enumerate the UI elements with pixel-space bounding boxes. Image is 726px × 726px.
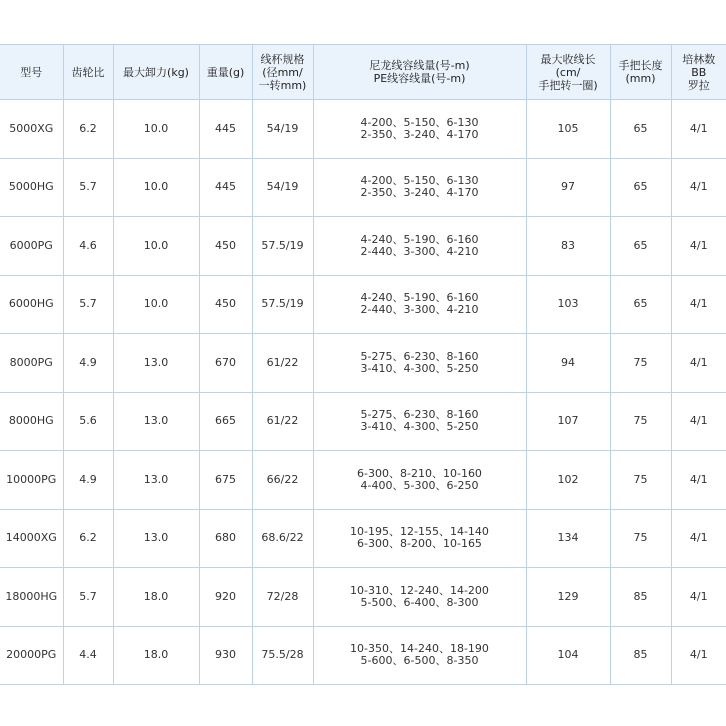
cell-gear-ratio: 4.4 <box>63 626 113 685</box>
cell-gear-ratio: 5.7 <box>63 275 113 334</box>
cell-line-capacity <box>313 217 526 276</box>
cell-gear-ratio: 4.9 <box>63 334 113 393</box>
cell-spool-spec: 54/19 <box>252 100 313 159</box>
cell-gear-ratio: 6.2 <box>63 100 113 159</box>
header-model <box>0 45 63 100</box>
header-text: 型号 <box>20 65 43 79</box>
cell-spool-spec: 57.5/19 <box>252 217 313 276</box>
cell-bearings: 4/1 <box>671 100 726 159</box>
table-row <box>0 100 726 159</box>
header-text: PE线容线量(号-m) <box>373 72 466 85</box>
header-text: 线杯规格 <box>260 52 305 66</box>
table-body <box>0 100 726 685</box>
header-gear-ratio <box>63 45 113 100</box>
table-row <box>0 509 726 568</box>
capacity-line: 5-275、6-230、8-160 <box>360 408 479 422</box>
cell-gear-ratio: 4.9 <box>63 451 113 510</box>
cell-spool-spec: 72/28 <box>252 568 313 627</box>
cell-max-drag: 13.0 <box>113 392 199 451</box>
cell-line-capacity <box>313 626 526 685</box>
cell-weight: 670 <box>199 334 252 393</box>
cell-line-capacity <box>313 568 526 627</box>
cell-bearings: 4/1 <box>671 392 726 451</box>
capacity-line: 4-400、5-300、6-250 <box>360 478 479 492</box>
cell-max-retrieve: 104 <box>526 626 610 685</box>
cell-handle-length: 65 <box>610 158 671 217</box>
header-text: 培林数 <box>682 52 716 66</box>
cell-model: 5000HG <box>0 158 63 217</box>
header-text: 一转mm) <box>258 78 307 92</box>
cell-max-drag: 13.0 <box>113 334 199 393</box>
capacity-line: 2-350、3-240、4-170 <box>360 127 479 141</box>
cell-bearings: 4/1 <box>671 626 726 685</box>
header-text: 罗拉 <box>687 78 710 92</box>
cell-model: 18000HG <box>0 568 63 627</box>
cell-handle-length: 75 <box>610 451 671 510</box>
header-max-retrieve <box>526 45 610 100</box>
cell-max-drag: 13.0 <box>113 509 199 568</box>
capacity-line: 4-200、5-150、6-130 <box>360 174 479 188</box>
header-max-drag <box>113 45 199 100</box>
header-text: 尼龙线容线量(号-m) <box>369 59 470 72</box>
table-row <box>0 334 726 393</box>
cell-weight: 450 <box>199 217 252 276</box>
capacity-line: 5-500、6-400、8-300 <box>360 595 479 609</box>
cell-spool-spec: 66/22 <box>252 451 313 510</box>
cell-bearings: 4/1 <box>671 158 726 217</box>
header-handle-length <box>610 45 671 100</box>
table-row <box>0 217 726 276</box>
cell-bearings: 4/1 <box>671 568 726 627</box>
reel-spec-table <box>0 44 726 685</box>
capacity-line: 6-300、8-200、10-165 <box>357 537 482 551</box>
capacity-line: 6-300、8-210、10-160 <box>357 466 482 480</box>
cell-line-capacity <box>313 334 526 393</box>
cell-spool-spec: 68.6/22 <box>252 509 313 568</box>
cell-model: 6000PG <box>0 217 63 276</box>
cell-gear-ratio: 5.6 <box>63 392 113 451</box>
header-text: BB <box>691 65 707 79</box>
cell-max-retrieve: 102 <box>526 451 610 510</box>
cell-max-retrieve: 83 <box>526 217 610 276</box>
cell-gear-ratio: 5.7 <box>63 158 113 217</box>
capacity-line: 10-310、12-240、14-200 <box>350 583 489 597</box>
capacity-line: 3-410、4-300、5-250 <box>360 361 479 375</box>
cell-model: 6000HG <box>0 275 63 334</box>
header-text: (cm/ <box>555 65 581 79</box>
capacity-line: 2-440、3-300、4-210 <box>360 244 479 258</box>
cell-handle-length: 75 <box>610 392 671 451</box>
cell-line-capacity <box>313 158 526 217</box>
header-weight <box>199 45 252 100</box>
cell-spool-spec: 57.5/19 <box>252 275 313 334</box>
header-text: 手把长度 <box>618 59 663 72</box>
header-text: 最大收线长 <box>540 52 596 66</box>
cell-weight: 920 <box>199 568 252 627</box>
table-row <box>0 451 726 510</box>
cell-model: 8000PG <box>0 334 63 393</box>
capacity-line: 4-200、5-150、6-130 <box>360 115 479 129</box>
cell-line-capacity <box>313 100 526 159</box>
cell-max-drag: 10.0 <box>113 100 199 159</box>
cell-max-retrieve: 94 <box>526 334 610 393</box>
capacity-line: 4-240、5-190、6-160 <box>360 232 479 246</box>
cell-bearings: 4/1 <box>671 509 726 568</box>
header-text: 最大卸力(kg) <box>123 65 189 79</box>
cell-handle-length: 75 <box>610 509 671 568</box>
cell-model: 8000HG <box>0 392 63 451</box>
header-text: 重量(g) <box>206 65 245 79</box>
header-spool-spec <box>252 45 313 100</box>
capacity-line: 4-240、5-190、6-160 <box>360 291 479 305</box>
cell-handle-length: 65 <box>610 217 671 276</box>
capacity-line: 5-275、6-230、8-160 <box>360 349 479 363</box>
cell-weight: 445 <box>199 100 252 159</box>
cell-max-drag: 10.0 <box>113 275 199 334</box>
cell-max-drag: 18.0 <box>113 626 199 685</box>
cell-line-capacity <box>313 509 526 568</box>
cell-handle-length: 65 <box>610 100 671 159</box>
cell-max-drag: 18.0 <box>113 568 199 627</box>
cell-spool-spec: 54/19 <box>252 158 313 217</box>
cell-weight: 450 <box>199 275 252 334</box>
capacity-line: 2-350、3-240、4-170 <box>360 186 479 200</box>
cell-line-capacity <box>313 451 526 510</box>
cell-gear-ratio: 6.2 <box>63 509 113 568</box>
cell-max-drag: 13.0 <box>113 451 199 510</box>
table-row <box>0 568 726 627</box>
cell-weight: 930 <box>199 626 252 685</box>
capacity-line: 10-195、12-155、14-140 <box>350 525 489 539</box>
cell-handle-length: 65 <box>610 275 671 334</box>
capacity-line: 10-350、14-240、18-190 <box>350 642 489 656</box>
capacity-line: 2-440、3-300、4-210 <box>360 303 479 317</box>
cell-spool-spec: 61/22 <box>252 334 313 393</box>
cell-max-retrieve: 129 <box>526 568 610 627</box>
cell-max-retrieve: 97 <box>526 158 610 217</box>
cell-spool-spec: 75.5/28 <box>252 626 313 685</box>
header-text: 手把转一圈) <box>538 78 598 92</box>
cell-weight: 680 <box>199 509 252 568</box>
table-row <box>0 275 726 334</box>
header-text: (径mm/ <box>262 65 303 79</box>
header-line-capacity <box>313 45 526 100</box>
cell-handle-length: 85 <box>610 568 671 627</box>
cell-handle-length: 85 <box>610 626 671 685</box>
cell-handle-length: 75 <box>610 334 671 393</box>
capacity-line: 3-410、4-300、5-250 <box>360 420 479 434</box>
cell-bearings: 4/1 <box>671 334 726 393</box>
table-row <box>0 392 726 451</box>
cell-model: 5000XG <box>0 100 63 159</box>
cell-line-capacity <box>313 275 526 334</box>
cell-max-retrieve: 107 <box>526 392 610 451</box>
cell-weight: 665 <box>199 392 252 451</box>
table-row <box>0 158 726 217</box>
cell-weight: 445 <box>199 158 252 217</box>
cell-max-drag: 10.0 <box>113 158 199 217</box>
cell-bearings: 4/1 <box>671 275 726 334</box>
cell-gear-ratio: 5.7 <box>63 568 113 627</box>
cell-model: 20000PG <box>0 626 63 685</box>
cell-max-retrieve: 134 <box>526 509 610 568</box>
header-text: (mm) <box>625 72 656 85</box>
capacity-line: 5-600、6-500、8-350 <box>360 654 479 668</box>
table-row <box>0 626 726 685</box>
cell-max-retrieve: 105 <box>526 100 610 159</box>
cell-bearings: 4/1 <box>671 217 726 276</box>
cell-model: 14000XG <box>0 509 63 568</box>
header-text: 齿轮比 <box>71 65 105 79</box>
cell-bearings: 4/1 <box>671 451 726 510</box>
header-bearings <box>671 45 726 100</box>
cell-line-capacity <box>313 392 526 451</box>
cell-max-retrieve: 103 <box>526 275 610 334</box>
cell-spool-spec: 61/22 <box>252 392 313 451</box>
cell-gear-ratio: 4.6 <box>63 217 113 276</box>
cell-model: 10000PG <box>0 451 63 510</box>
cell-max-drag: 10.0 <box>113 217 199 276</box>
cell-weight: 675 <box>199 451 252 510</box>
table-header-row <box>0 45 726 100</box>
